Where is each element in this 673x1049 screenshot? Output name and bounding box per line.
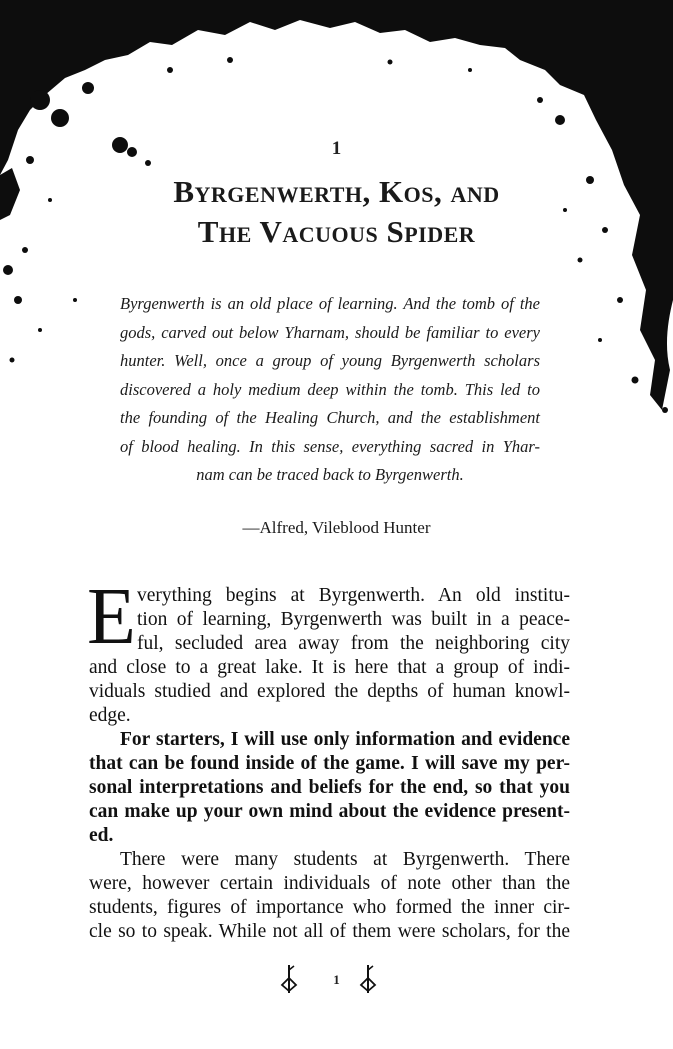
chapter-number: 1 — [331, 138, 342, 159]
body-line: ed. — [89, 825, 114, 846]
paragraph-1 — [87, 573, 570, 728]
epigraph-line: hunter. Well, once a group of young Byrgenwerth scholars — [120, 351, 540, 370]
chapter-title — [60, 172, 613, 252]
body-line: students, figures of importance who formed the inner cir- — [89, 897, 570, 918]
epigraph-line: discovered a holy medium deep within the tomb. This led to — [120, 379, 540, 399]
chapter-title-line-2: The Vacuous Spider — [197, 214, 476, 249]
body-line: There were many students at Byrgenwerth. There — [120, 849, 570, 870]
body-line: For starters, I will use only information and evidence — [120, 729, 570, 750]
drop-cap: E — [87, 573, 136, 661]
chapter-title-line-1: Byrgenwerth, Kos, and — [173, 174, 500, 209]
epigraph-line: the founding of the Healing Church, and the establishment — [120, 408, 540, 427]
body-line: and close to a great lake. It is here that a group of indi- — [89, 657, 570, 678]
epigraph-attribution: —Alfred, Vileblood Hunter — [242, 518, 431, 537]
body-line: can make up your own mind about the evidence present- — [89, 801, 570, 822]
rune-icon — [358, 964, 378, 994]
body-line: cle so to speak. While not all of them were scholars, for the — [89, 921, 570, 942]
epigraph-line: Byrgenwerth is an old place of learning. And the tomb of the — [120, 294, 540, 313]
page-number: 1 — [333, 972, 340, 987]
body-line: viduals studied and explored the depths of human knowl- — [89, 681, 570, 702]
paragraph-2 — [89, 728, 570, 848]
body-line: tion of learning, Byrgenwerth was built in a peace- — [137, 609, 570, 630]
epigraph-line: of blood healing. In this sense, everything sacred in Yhar- — [120, 436, 540, 456]
body-line: verything begins at Byrgenwerth. An old institu- — [137, 585, 570, 606]
body-line: edge. — [89, 705, 131, 726]
epigraph-line: gods, carved out below Yharnam, should be familiar to every — [120, 322, 540, 342]
body-line: sonal interpretations and beliefs for the end, so that you — [89, 777, 570, 798]
page-footer — [0, 962, 673, 998]
epigraph-line: nam can be traced back to Byrgenwerth. — [196, 465, 464, 484]
body-line: were, however certain individuals of note other than the — [89, 873, 570, 894]
body-text — [87, 573, 570, 944]
body-line: that can be found inside of the game. I will save my per- — [89, 753, 570, 774]
body-line: ful, secluded area away from the neighboring city — [137, 633, 570, 654]
epigraph — [120, 290, 540, 490]
paragraph-3 — [89, 848, 570, 944]
